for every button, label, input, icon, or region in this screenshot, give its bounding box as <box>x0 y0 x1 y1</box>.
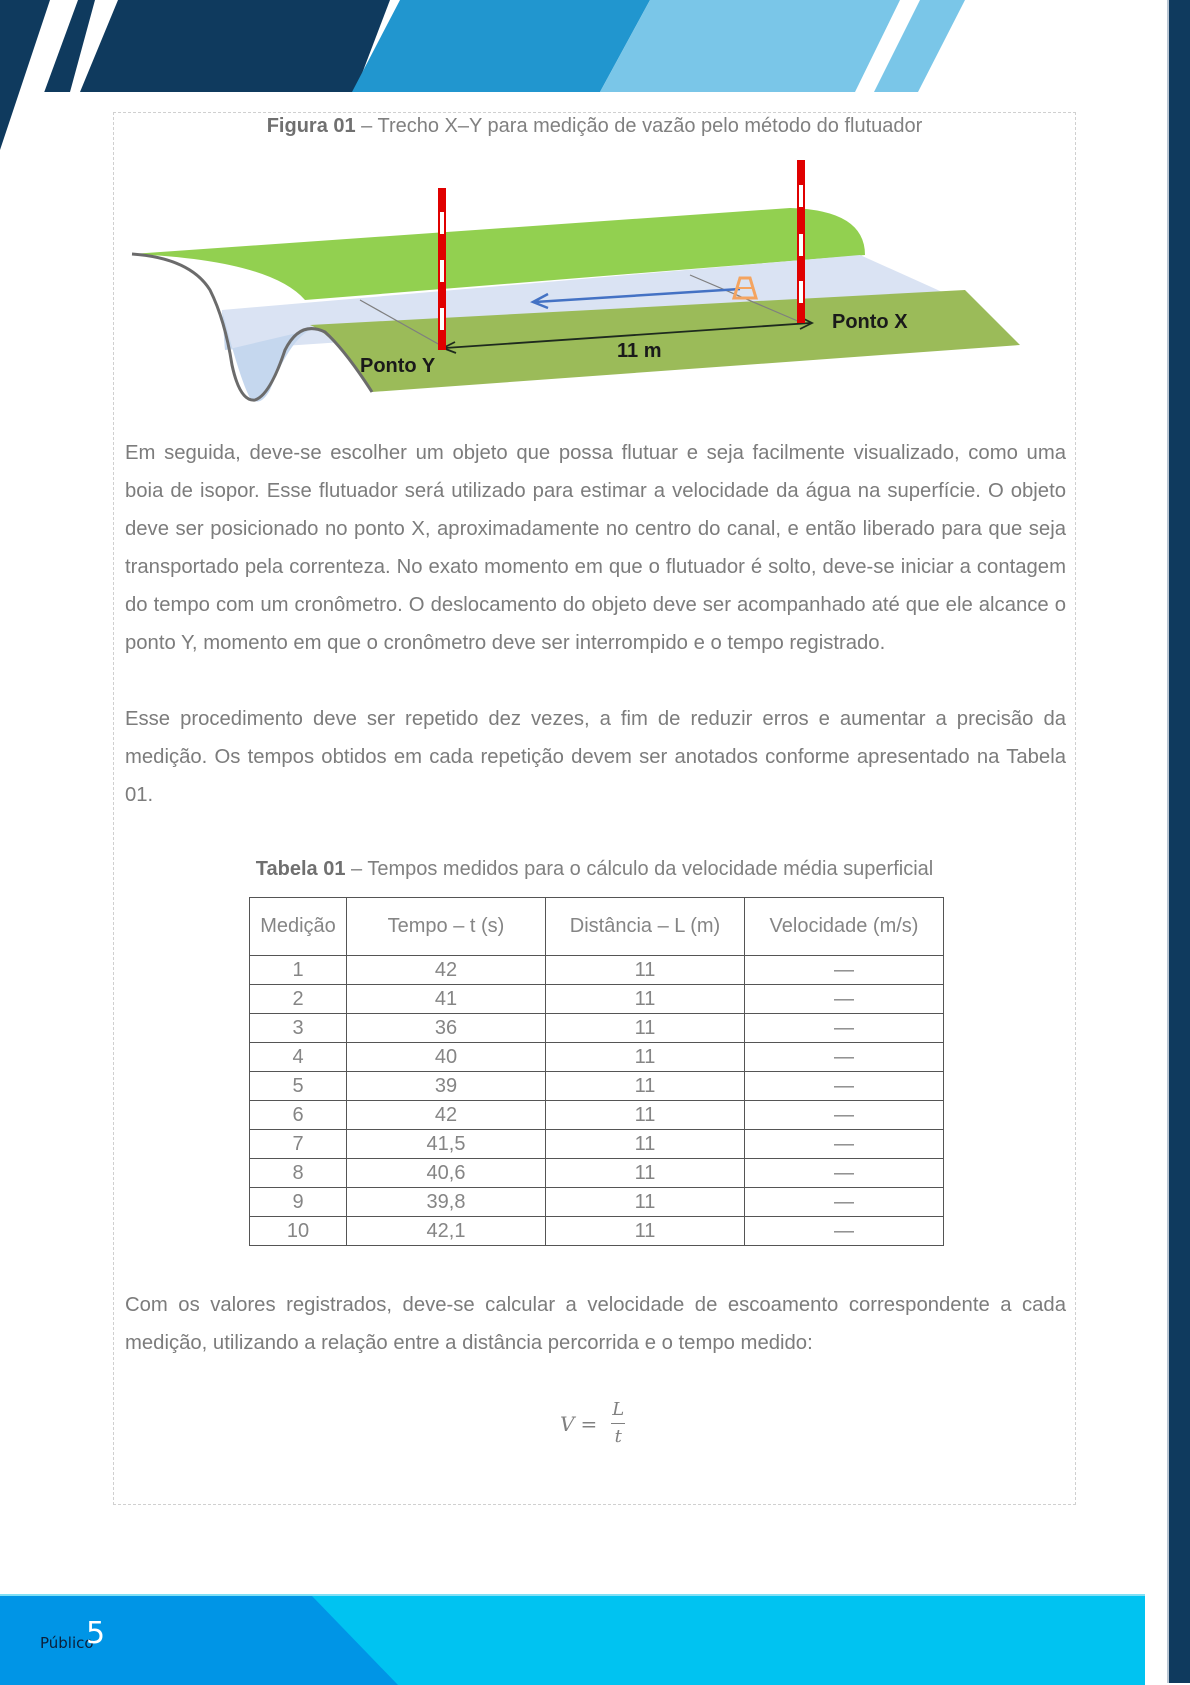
cell-medicao: 7 <box>250 1130 347 1159</box>
cell-distancia: 11 <box>546 1072 745 1101</box>
formula-equals: = <box>580 1411 598 1436</box>
pole-x <box>797 160 805 323</box>
cell-distancia: 11 <box>546 956 745 985</box>
label-distance: 11 m <box>617 340 662 362</box>
velocity-formula <box>560 1400 625 1447</box>
fraction-bar <box>611 1423 625 1424</box>
cell-distancia: 11 <box>546 1217 745 1246</box>
cell-tempo: 42 <box>347 1101 546 1130</box>
cell-medicao: 3 <box>250 1014 347 1043</box>
figure-caption-label: Figura 01 <box>266 115 356 137</box>
cell-velocidade: — <box>745 1217 944 1246</box>
header-tempo: Tempo – t (s) <box>347 898 546 956</box>
table-caption-text: – Tempos medidos para o cálculo da velocidade média superficial <box>345 858 934 880</box>
table-row <box>250 1130 944 1159</box>
header-medicao: Medição <box>250 898 347 956</box>
figure-caption <box>113 115 1076 138</box>
page-number: 5 <box>86 1616 106 1651</box>
cell-medicao: 6 <box>250 1101 347 1130</box>
table-row <box>250 1072 944 1101</box>
cell-medicao: 2 <box>250 985 347 1014</box>
cell-medicao: 8 <box>250 1159 347 1188</box>
cell-medicao: 1 <box>250 956 347 985</box>
table-row <box>250 956 944 985</box>
cell-tempo: 40 <box>347 1043 546 1072</box>
table-row <box>250 1217 944 1246</box>
cell-medicao: 10 <box>250 1217 347 1246</box>
paragraph-calculation: Com os valores registrados, deve-se calcular a velocidade de escoamento correspondente a cada medição, utilizando a relação entre a distância percorrida e o tempo medido: <box>125 1294 1066 1354</box>
classification-label: Público <box>40 1634 94 1652</box>
cell-velocidade: — <box>745 1188 944 1217</box>
channel-figure <box>120 150 1030 410</box>
header-distancia: Distância – L (m) <box>546 898 745 956</box>
formula-fraction <box>611 1400 625 1447</box>
label-point-y: Ponto Y <box>360 355 436 377</box>
right-edge-bar <box>1167 0 1190 1683</box>
cell-distancia: 11 <box>546 1101 745 1130</box>
cell-velocidade: — <box>745 1014 944 1043</box>
cell-medicao: 5 <box>250 1072 347 1101</box>
cell-tempo: 42 <box>347 956 546 985</box>
footer-decoration <box>0 1596 1145 1685</box>
cell-velocidade: — <box>745 985 944 1014</box>
figure-caption-text: – Trecho X–Y para medição de vazão pelo método do flutuador <box>355 115 923 137</box>
page-footer <box>0 1594 1145 1685</box>
cell-distancia: 11 <box>546 1043 745 1072</box>
cell-distancia: 11 <box>546 1159 745 1188</box>
cell-tempo: 42,1 <box>347 1217 546 1246</box>
cell-tempo: 41 <box>347 985 546 1014</box>
cell-distancia: 11 <box>546 1014 745 1043</box>
cell-velocidade: — <box>745 1159 944 1188</box>
paragraph-procedure: Em seguida, deve-se escolher um objeto que possa flutuar e seja facilmente visualizado, como uma boia de isopor. Esse flutuador será utilizado para estimar a velocidade da água na superfície. O objeto deve ser posicionado no ponto X, aproximadamente no centro do canal, e então liberado para que seja transportado pela correnteza. No exato momento em que o flutuador é solto, deve-se iniciar a contagem do tempo com um cronômetro. O deslocamento do objeto deve ser acompanhado até que ele alcance o ponto Y, momento em que o cronômetro deve ser interrompido e o tempo registrado. <box>125 442 1066 654</box>
cell-tempo: 39 <box>347 1072 546 1101</box>
header-velocidade: Velocidade (m/s) <box>745 898 944 956</box>
cell-tempo: 41,5 <box>347 1130 546 1159</box>
cell-velocidade: — <box>745 956 944 985</box>
table-caption-label: Tabela 01 <box>255 858 346 880</box>
table-header-row <box>250 898 944 956</box>
cell-distancia: 11 <box>546 1188 745 1217</box>
cell-medicao: 4 <box>250 1043 347 1072</box>
cell-tempo: 36 <box>347 1014 546 1043</box>
cell-velocidade: — <box>745 1130 944 1159</box>
formula-denominator: t <box>614 1426 622 1447</box>
table-row <box>250 1101 944 1130</box>
cell-distancia: 11 <box>546 985 745 1014</box>
table-row <box>250 985 944 1014</box>
cell-distancia: 11 <box>546 1130 745 1159</box>
table-row <box>250 1043 944 1072</box>
table-row <box>250 1188 944 1217</box>
cell-tempo: 40,6 <box>347 1159 546 1188</box>
pole-y <box>438 188 446 350</box>
cell-velocidade: — <box>745 1043 944 1072</box>
label-point-x: Ponto X <box>832 311 908 333</box>
cell-velocidade: — <box>745 1072 944 1101</box>
table-row <box>250 1014 944 1043</box>
formula-numerator: L <box>612 1399 625 1420</box>
table-caption <box>113 858 1076 881</box>
cell-medicao: 9 <box>250 1188 347 1217</box>
formula-lhs: V <box>560 1411 575 1436</box>
header-light-blue-band <box>600 0 900 92</box>
header-mid-blue-band <box>352 0 650 92</box>
cell-velocidade: — <box>745 1101 944 1130</box>
measurements-table <box>249 897 944 1246</box>
table-row <box>250 1159 944 1188</box>
paragraph-repetition: Esse procedimento deve ser repetido dez vezes, a fim de reduzir erros e aumentar a precisão da medição. Os tempos obtidos em cada repetição devem ser anotados conforme apresentado na Tabela 01. <box>125 708 1066 806</box>
cell-tempo: 39,8 <box>347 1188 546 1217</box>
